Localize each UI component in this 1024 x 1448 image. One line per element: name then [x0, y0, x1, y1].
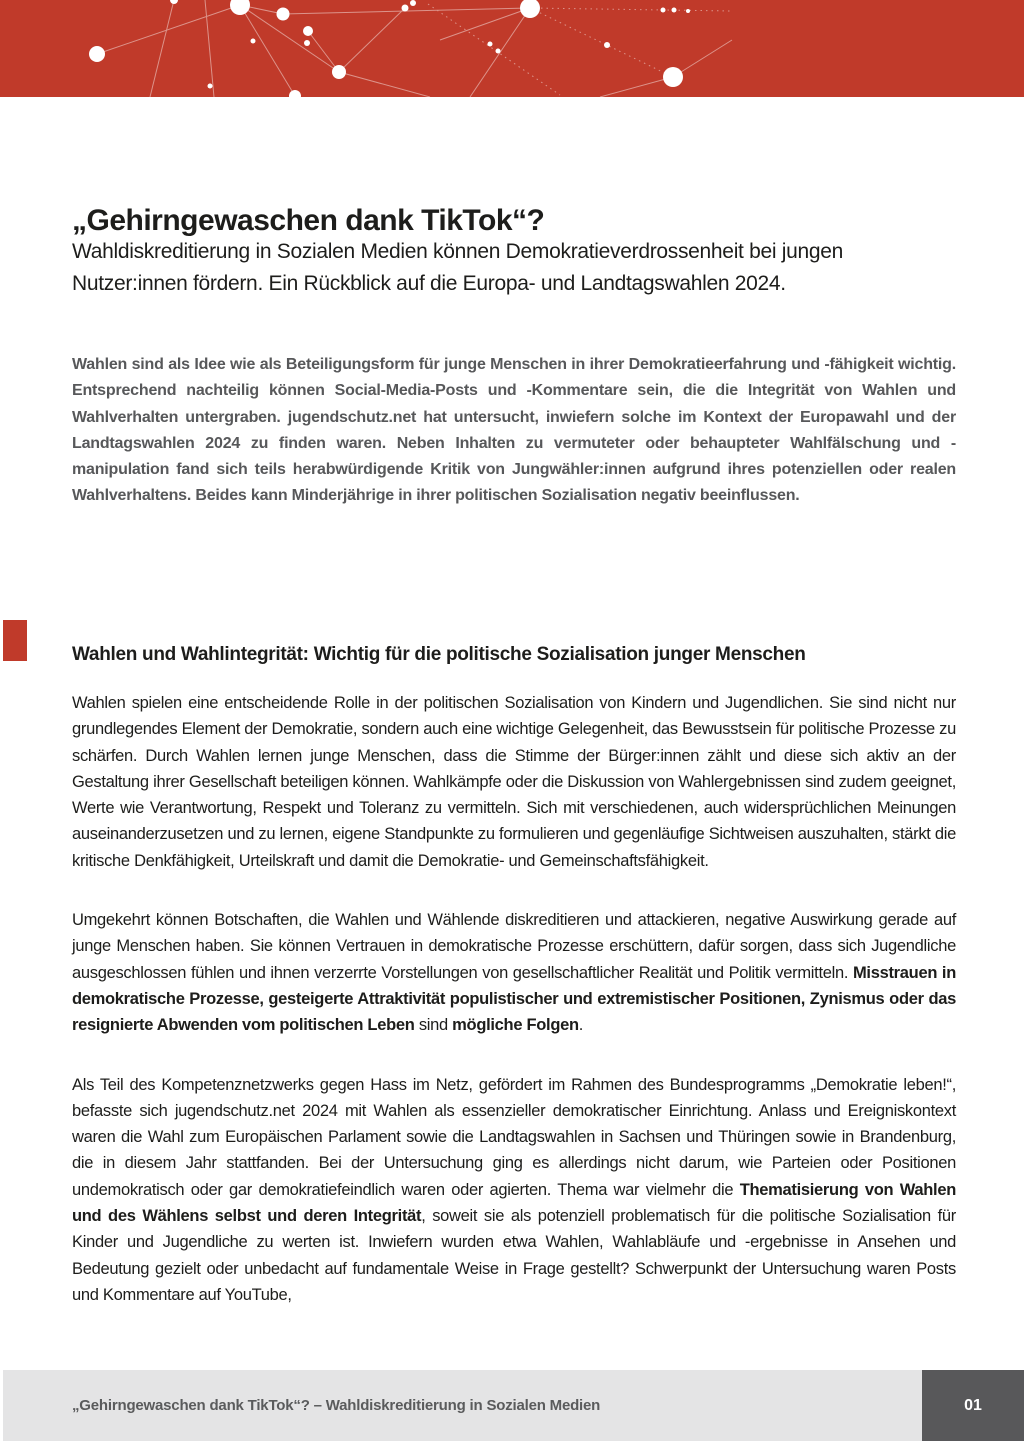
paragraph-3-run-2: , soweit sie als potenziell problematisch für die politische Sozialisation für Kinder und Jugendliche zu werten ist. Inwiefern wurden etwa Wahlen, Wahlabläufe und -ergebnisse in Ansehen und Bedeutung gezielt oder unbedacht auf fundamentale Weise in Frage gestellt? Schwerpunkt der Untersuchung waren Posts und Kommentare auf YouTube,	[72, 1207, 956, 1304]
paragraph-3-run-1: Als Teil des Kompetenznetzwerks gegen Hass im Netz, gefördert im Rahmen des Bundesprogramms „Demokratie leben!“, befasste sich jugendschutz.net 2024 mit Wahlen als essenzieller demokratischer Einrichtung. Anlass und Ereigniskontext waren die Wahl zum Europäischen Parlament sowie die Landtagswahlen in Sachsen und Thüringen sowie in Brandenburg, die in diesem Jahr stattfanden. Bei der Untersuchung ging es allerdings nicht darum, wie Parteien oder Positionen undemokratisch oder gar demokratiefeindlich waren oder agierten. Thema war vielmehr die	[72, 1075, 956, 1199]
header-banner	[0, 0, 1024, 97]
paragraph-1-text: Wahlen spielen eine entscheidende Rolle in der politischen Sozialisation von Kindern und Jugendlichen. Sie sind nicht nur grundlegendes Element der Demokratie, sondern auch eine wichtige Gelegenheit, das Bewusstsein für politische Prozesse zu schärfen. Durch Wahlen lernen junge Menschen, dass die Stimme der Bürger:innen zählt und diese sich aktiv an der Gestaltung ihrer Gesellschaft beteiligen können. Wahlkämpfe oder die Diskussion von Wahlergebnissen sind zudem geeignet, Werte wie Verantwortung, Respekt und Toleranz zu vermitteln. Sich mit verschiedenen, auch widersprüchlichen Meinungen auseinanderzusetzen und zu lernen, eigene Standpunkte zu formulieren und gegenläufige Sichtweisen auszuhalten, stärkt die kritische Denkfähigkeit, Urteilskraft und damit die Demokratie- und Gemeinschaftsfähigkeit.	[72, 694, 956, 870]
footer-running-title: „Gehirngewaschen dank TikTok“? – Wahldiskreditierung in Sozialen Medien	[72, 1397, 601, 1414]
paragraph-2-run-2: sind	[414, 1016, 453, 1035]
page-number-box	[922, 1370, 1024, 1441]
section-heading: Wahlen und Wahlintegrität: Wichtig für die politische Sozialisation junger Menschen	[72, 643, 806, 665]
paragraph-2-run-1: Umgekehrt können Botschaften, die Wahlen und Wählende diskreditieren und attackieren, negative Auswirkung gerade auf junge Menschen haben. Sie können Vertrauen in demokratische Prozesse erschüttern, dafür sorgen, dass sich Jugendliche ausgeschlossen fühlen und ihnen verzerrte Vorstellungen von gesellschaftlicher Realität und Politik vermitteln.	[72, 911, 956, 982]
body-text	[72, 690, 956, 1341]
paragraph-1	[72, 690, 956, 874]
paragraph-2-bold-1: Misstrauen in demokratische Prozesse, gesteigerte Attraktivität populistischer und extremistischer Positionen, Zynismus oder das resignierte Abwenden vom politischen Leben	[72, 963, 956, 1035]
section-marker-square	[3, 620, 27, 661]
page-number: 01	[964, 1396, 982, 1414]
page-title: „Gehirngewaschen dank TikTok“?	[72, 204, 545, 238]
paragraph-2-run-3: .	[578, 1016, 584, 1035]
network-pattern-graphic	[0, 0, 1024, 97]
paragraph-3-bold-1: Thematisierung von Wahlen und des Wählens selbst und deren Integrität	[72, 1180, 956, 1226]
footer-bar	[3, 1370, 922, 1441]
page-subtitle: Wahldiskreditierung in Sozialen Medien können Demokratieverdrossenheit bei jungen Nutzer:innen fördern. Ein Rückblick auf die Europa- und Landtagswahlen 2024.	[72, 240, 844, 295]
paragraph-2	[72, 907, 956, 1038]
paragraph-2-bold-2: mögliche Folgen	[452, 1016, 579, 1035]
lead-paragraph: Wahlen sind als Idee wie als Beteiligungsform für junge Menschen in ihrer Demokratieerfahrung und -fähigkeit wichtig. Entsprechend nachteilig können Social-Media-Posts und -Kommentare sein, die die Integrität von Wahlen und Wahlverhalten untergraben. jugendschutz.net hat untersucht, inwiefern solche im Kontext der Europawahl und der Landtagswahlen 2024 zu finden waren. Neben Inhalten zu vermuteter oder behaupteter Wahlfälschung und -manipulation fand sich teils herabwürdigende Kritik von Jungwähler:innen aufgrund ihres potenziellen oder realen Wahlverhaltens. Beides kann Minderjährige in ihrer politischen Sozialisation negativ beeinflussen.	[72, 356, 956, 505]
paragraph-3	[72, 1072, 956, 1309]
